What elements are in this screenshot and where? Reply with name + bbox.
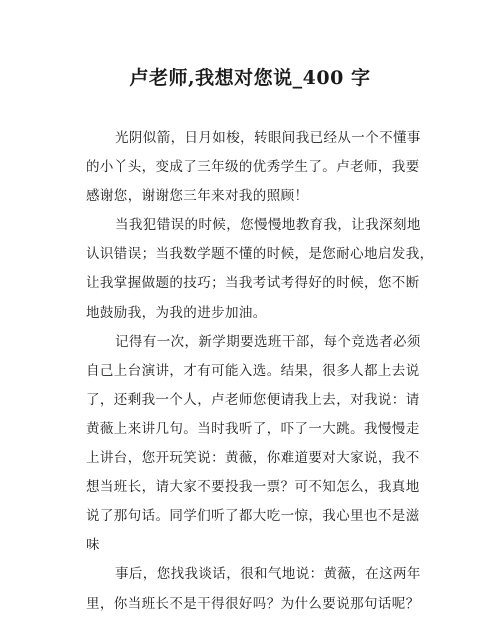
document-body (86, 124, 434, 619)
text-line: 地鼓励我，为我的进步加油。 (86, 304, 267, 321)
text-line: 里，你当班长不是干得很好吗？为什么要说那句话呢？ (86, 595, 420, 612)
text-line: 光阴似箭，日月如梭，转眼间我已经从一个不懂事 (115, 130, 421, 146)
text-line: 自己上台演讲，才有可能入选。结果，很多人都上去说 (86, 362, 420, 379)
text-line: 味 (86, 537, 100, 554)
text-line: 事后，您找我谈话，很和气地说：黄薇，在这两年 (115, 566, 421, 583)
text-line: 记得有一次，新学期要选班干部，每个竞选者必须 (115, 333, 421, 350)
text-line: 黄薇上来讲几句。当时我听了，吓了一大跳。我慢慢走 (86, 420, 420, 437)
text-line: 认识错误；当我数学题不懂的时候，是您耐心地启发我， (86, 246, 434, 263)
text-line: 让我掌握做题的技巧；当我考试考得好的时候，您不断 (86, 275, 420, 292)
text-line: 说了那句话。同学们听了都大吃一惊，我心里也不是滋 (86, 508, 420, 525)
text-line: 了，还剩我一个人，卢老师您便请我上去，对我说：请 (86, 391, 420, 408)
text-line: 想当班长，请大家不要投我一票？可不知怎么，我真地 (86, 479, 420, 496)
text-line: 感谢您，谢谢您三年来对我的照顾！ (86, 188, 309, 205)
text-line: 的小丫头，变成了三年级的优秀学生了。卢老师，我要 (86, 159, 420, 176)
page-title: 卢老师,我想对您说_400 字 (129, 67, 371, 89)
text-line: 当我犯错误的时候，您慢慢地教育我，让我深刻地 (115, 217, 421, 234)
text-line: 上讲台，您开玩笑说：黄薇，你难道要对大家说，我不 (86, 450, 420, 467)
